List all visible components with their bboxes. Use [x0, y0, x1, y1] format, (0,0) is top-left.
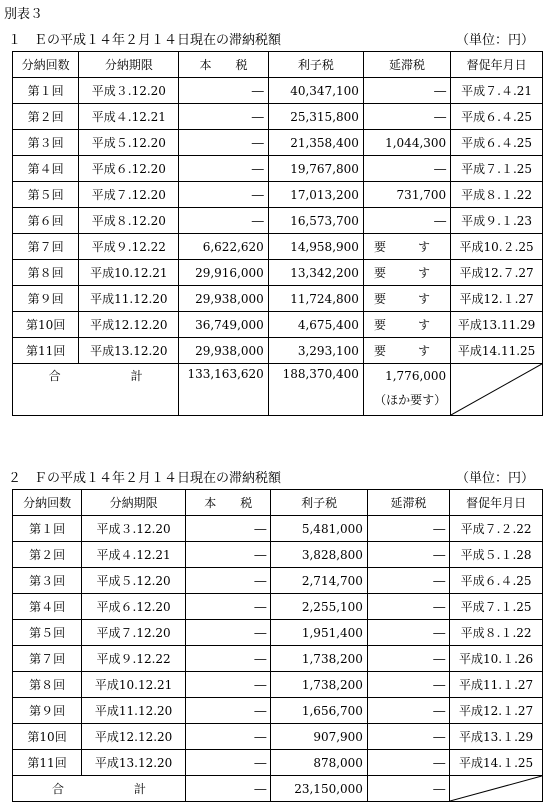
section2-unit: （単位：円）: [456, 471, 535, 486]
cell-installment: 第10回: [13, 724, 82, 750]
header-deadline: 分納期限: [82, 490, 186, 516]
cell-deadline: 平成３.12.20: [79, 78, 179, 104]
cell-interest: 11,724,800: [268, 286, 363, 312]
cell-installment: 第７回: [13, 234, 79, 260]
cell-principal: ―: [186, 646, 271, 672]
cell-demand-date: 平成７.２.22: [450, 516, 543, 542]
cell-late: ―: [367, 750, 449, 776]
cell-interest: 2,255,100: [271, 594, 368, 620]
cell-demand-date: 平成11.１.27: [450, 672, 543, 698]
cell-deadline: 平成７.12.20: [79, 182, 179, 208]
cell-demand-date: 平成６.４.25: [451, 104, 543, 130]
cell-installment: 第４回: [13, 594, 82, 620]
cell-installment: 第５回: [13, 620, 82, 646]
cell-installment: 第９回: [13, 286, 79, 312]
total-label: 合 計: [13, 776, 186, 802]
cell-principal: ―: [179, 130, 269, 156]
table-row: [13, 208, 543, 234]
cell-demand-date: 平成12.７.27: [451, 260, 543, 286]
table-row: [13, 542, 543, 568]
cell-principal: 36,749,000: [179, 312, 269, 338]
cell-late: ―: [367, 594, 449, 620]
cell-late: ―: [363, 104, 450, 130]
cell-installment: 第１回: [13, 516, 82, 542]
table-row: [13, 338, 543, 364]
cell-interest: 1,738,200: [271, 646, 368, 672]
table-row: [13, 724, 543, 750]
cell-deadline: 平成13.12.20: [82, 750, 186, 776]
cell-late: ―: [363, 156, 450, 182]
table-row: [13, 78, 543, 104]
total-empty-cell: [450, 776, 543, 802]
cell-late: 要 す: [363, 260, 450, 286]
table-row: [13, 750, 543, 776]
cell-installment: 第３回: [13, 568, 82, 594]
cell-interest: 5,481,000: [271, 516, 368, 542]
section1-unit: （単位：円）: [456, 33, 535, 48]
cell-principal: ―: [186, 620, 271, 646]
cell-deadline: 平成４.12.21: [79, 104, 179, 130]
cell-demand-date: 平成６.４.25: [451, 130, 543, 156]
table-row: [13, 182, 543, 208]
cell-principal: 29,938,000: [179, 286, 269, 312]
cell-interest: 1,951,400: [271, 620, 368, 646]
total-empty-cell: [451, 364, 543, 416]
cell-demand-date: 平成７.４.21: [451, 78, 543, 104]
table-row: [13, 260, 543, 286]
cell-interest: 1,656,700: [271, 698, 368, 724]
cell-interest: 3,293,100: [268, 338, 363, 364]
cell-installment: 第５回: [13, 182, 79, 208]
header-installment: 分納回数: [13, 490, 82, 516]
cell-late: ―: [367, 542, 449, 568]
total-late: [363, 364, 450, 416]
cell-late: 731,700: [363, 182, 450, 208]
cell-installment: 第２回: [13, 104, 79, 130]
cell-interest: 2,714,700: [271, 568, 368, 594]
cell-interest: 21,358,400: [268, 130, 363, 156]
cell-principal: 29,916,000: [179, 260, 269, 286]
cell-deadline: 平成３.12.20: [82, 516, 186, 542]
total-interest: 188,370,400: [268, 364, 363, 416]
cell-deadline: 平成12.12.20: [79, 312, 179, 338]
cell-installment: 第１回: [13, 78, 79, 104]
section1-table: [12, 51, 543, 416]
cell-late: ―: [367, 516, 449, 542]
cell-interest: 17,013,200: [268, 182, 363, 208]
cell-late: ―: [363, 208, 450, 234]
cell-demand-date: 平成14.１.25: [450, 750, 543, 776]
cell-interest: 907,900: [271, 724, 368, 750]
cell-late: ―: [367, 568, 449, 594]
table-row: [13, 568, 543, 594]
cell-late: ―: [367, 698, 449, 724]
header-deadline: 分納期限: [79, 52, 179, 78]
header-installment: 分納回数: [13, 52, 79, 78]
cell-demand-date: 平成７.１.25: [451, 156, 543, 182]
header-demand-date: 督促年月日: [450, 490, 543, 516]
table-row: [13, 130, 543, 156]
cell-deadline: 平成11.12.20: [79, 286, 179, 312]
total-late: ―: [367, 776, 449, 802]
table-row: [13, 620, 543, 646]
cell-installment: 第８回: [13, 672, 82, 698]
cell-demand-date: 平成14.11.25: [451, 338, 543, 364]
table-row: [13, 698, 543, 724]
total-late-note: （ほか要す）: [374, 393, 447, 407]
cell-principal: 6,622,620: [179, 234, 269, 260]
cell-installment: 第３回: [13, 130, 79, 156]
cell-demand-date: 平成13.１.29: [450, 724, 543, 750]
total-principal: 133,163,620: [179, 364, 269, 416]
cell-principal: ―: [179, 78, 269, 104]
header-principal: 本 税: [186, 490, 271, 516]
table-row: [13, 312, 543, 338]
cell-deadline: 平成12.12.20: [82, 724, 186, 750]
cell-late: ―: [363, 78, 450, 104]
header-demand-date: 督促年月日: [451, 52, 543, 78]
table-row: [13, 646, 543, 672]
table-row: [13, 594, 543, 620]
total-row: [13, 364, 543, 416]
cell-deadline: 平成９.12.22: [82, 646, 186, 672]
header-interest: 利子税: [271, 490, 368, 516]
document-label: 別表３: [4, 7, 44, 22]
cell-principal: ―: [186, 594, 271, 620]
cell-principal: ―: [186, 750, 271, 776]
cell-installment: 第２回: [13, 542, 82, 568]
header-late: 延滞税: [367, 490, 449, 516]
cell-interest: 878,000: [271, 750, 368, 776]
table-row: [13, 104, 543, 130]
cell-late: ―: [367, 672, 449, 698]
cell-installment: 第８回: [13, 260, 79, 286]
total-interest: 23,150,000: [271, 776, 368, 802]
cell-demand-date: 平成９.１.23: [451, 208, 543, 234]
cell-deadline: 平成10.12.21: [82, 672, 186, 698]
section1-title: １ Ｅの平成１４年２月１４日現在の滞納税額: [8, 33, 282, 48]
cell-interest: 25,315,800: [268, 104, 363, 130]
total-late-value: 1,776,000: [385, 369, 447, 383]
cell-late: 要 す: [363, 312, 450, 338]
cell-demand-date: 平成13.11.29: [451, 312, 543, 338]
cell-principal: ―: [186, 724, 271, 750]
cell-deadline: 平成４.12.21: [82, 542, 186, 568]
diagonal-line: [451, 364, 542, 415]
cell-installment: 第９回: [13, 698, 82, 724]
cell-installment: 第４回: [13, 156, 79, 182]
total-label: 合 計: [13, 364, 179, 416]
cell-deadline: 平成10.12.21: [79, 260, 179, 286]
total-row: [13, 776, 543, 802]
cell-principal: ―: [179, 182, 269, 208]
cell-installment: 第７回: [13, 646, 82, 672]
cell-installment: 第11回: [13, 750, 82, 776]
diagonal-line: [450, 776, 542, 801]
cell-installment: 第６回: [13, 208, 79, 234]
cell-interest: 1,738,200: [271, 672, 368, 698]
cell-demand-date: 平成８.１.22: [451, 182, 543, 208]
cell-interest: 14,958,900: [268, 234, 363, 260]
table-header-row: [13, 490, 543, 516]
table-row: [13, 156, 543, 182]
cell-demand-date: 平成８.１.22: [450, 620, 543, 646]
cell-deadline: 平成６.12.20: [82, 594, 186, 620]
cell-principal: ―: [186, 698, 271, 724]
cell-interest: 16,573,700: [268, 208, 363, 234]
cell-deadline: 平成９.12.22: [79, 234, 179, 260]
cell-principal: ―: [186, 672, 271, 698]
table-header-row: [13, 52, 543, 78]
cell-deadline: 平成７.12.20: [82, 620, 186, 646]
table-row: [13, 516, 543, 542]
cell-deadline: 平成５.12.20: [79, 130, 179, 156]
cell-demand-date: 平成10.１.26: [450, 646, 543, 672]
cell-principal: ―: [186, 516, 271, 542]
cell-principal: ―: [186, 568, 271, 594]
cell-demand-date: 平成12.１.27: [450, 698, 543, 724]
header-interest: 利子税: [268, 52, 363, 78]
cell-installment: 第11回: [13, 338, 79, 364]
cell-principal: ―: [179, 156, 269, 182]
section2-title: ２ Ｆの平成１４年２月１４日現在の滞納税額: [8, 471, 282, 486]
cell-deadline: 平成５.12.20: [82, 568, 186, 594]
cell-principal: 29,938,000: [179, 338, 269, 364]
section2-table: [12, 489, 543, 802]
cell-demand-date: 平成６.４.25: [450, 568, 543, 594]
cell-demand-date: 平成７.１.25: [450, 594, 543, 620]
table-row: [13, 672, 543, 698]
cell-deadline: 平成11.12.20: [82, 698, 186, 724]
table-row: [13, 286, 543, 312]
cell-late: 要 す: [363, 234, 450, 260]
cell-interest: 19,767,800: [268, 156, 363, 182]
cell-interest: 3,828,800: [271, 542, 368, 568]
cell-installment: 第10回: [13, 312, 79, 338]
cell-late: 要 す: [363, 286, 450, 312]
cell-deadline: 平成６.12.20: [79, 156, 179, 182]
cell-late: 要 す: [363, 338, 450, 364]
cell-demand-date: 平成10.２.25: [451, 234, 543, 260]
cell-late: ―: [367, 646, 449, 672]
cell-late: ―: [367, 724, 449, 750]
header-principal: 本 税: [179, 52, 269, 78]
cell-interest: 4,675,400: [268, 312, 363, 338]
cell-interest: 40,347,100: [268, 78, 363, 104]
header-late: 延滞税: [363, 52, 450, 78]
cell-late: ―: [367, 620, 449, 646]
cell-principal: ―: [179, 104, 269, 130]
total-principal: ―: [186, 776, 271, 802]
cell-demand-date: 平成５.１.28: [450, 542, 543, 568]
table-row: [13, 234, 543, 260]
cell-interest: 13,342,200: [268, 260, 363, 286]
cell-late: 1,044,300: [363, 130, 450, 156]
cell-principal: ―: [186, 542, 271, 568]
cell-deadline: 平成13.12.20: [79, 338, 179, 364]
cell-principal: ―: [179, 208, 269, 234]
cell-deadline: 平成８.12.20: [79, 208, 179, 234]
cell-demand-date: 平成12.１.27: [451, 286, 543, 312]
